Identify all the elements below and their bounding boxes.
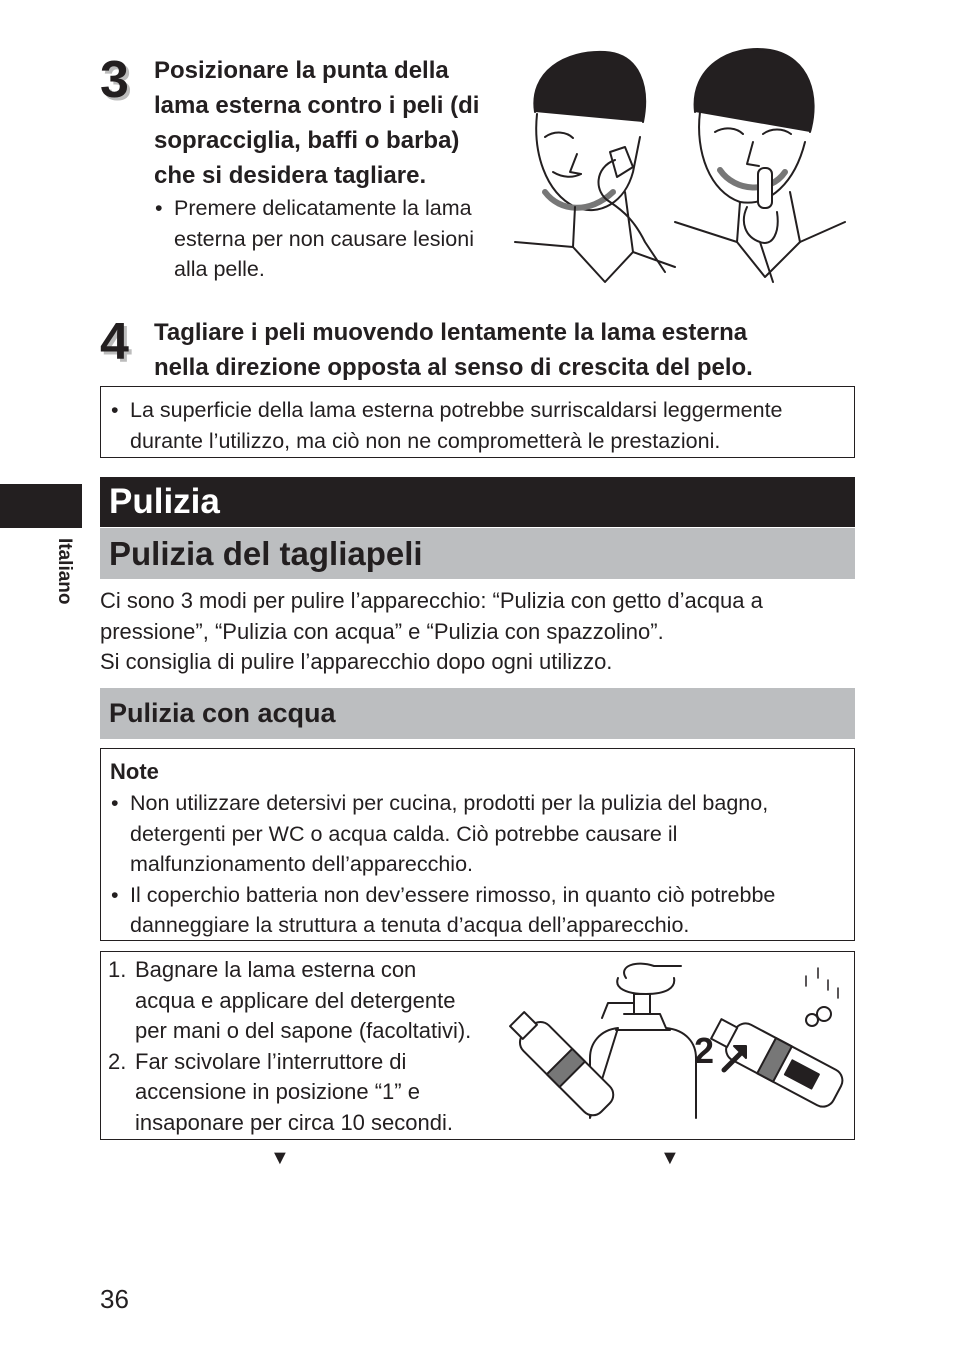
step-3-bullet-line: esterna per non causare lesioni: [174, 226, 474, 251]
notes-item: [110, 880, 854, 941]
figure-label-2: 2: [694, 1030, 715, 1071]
step-3-bullet-line: alla pelle.: [174, 257, 265, 281]
notes-line: Il coperchio batteria non dev’essere rimosso, in quanto ciò potrebbe: [130, 882, 776, 907]
step-4-note-line: durante l’utilizzo, ma ciò non ne comprometterà le prestazioni.: [130, 428, 721, 453]
page-number: 36: [100, 1284, 129, 1314]
step-3-title-line: lama esterna contro i peli (di: [154, 92, 480, 119]
procedure-line: Bagnare la lama esterna con: [135, 957, 417, 982]
procedure-step-1: [108, 955, 508, 1047]
intro-line: pressione”, “Pulizia con acqua” e “Pulizia con spazzolino”.: [100, 618, 664, 644]
intro-line: Ci sono 3 modi per pulire l’apparecchio: “Pulizia con getto d’acqua a: [100, 588, 763, 613]
step-4-title: [154, 315, 854, 385]
procedure-box: [100, 951, 855, 1140]
step-4-title-line: Tagliare i peli muovendo lentamente la lama esterna: [154, 319, 748, 346]
procedure-line: acqua e applicare del detergente: [135, 987, 456, 1013]
continue-arrow-left: ▼: [270, 1147, 290, 1169]
procedure-line: per mani o del sapone (facoltativi).: [135, 1018, 472, 1043]
cleaning-illustration: [506, 958, 846, 1118]
step-4-note-item: [110, 395, 854, 456]
step-4-number: 4: [100, 313, 129, 371]
step-4-title-line: nella direzione opposta al senso di crescita del pelo.: [154, 354, 753, 381]
subsection-title: Pulizia con acqua: [100, 688, 855, 739]
step-3-title-line: Posizionare la punta della: [154, 57, 449, 84]
notes-line: detergenti per WC o acqua calda. Ciò potrebbe causare il: [130, 821, 678, 846]
section-subtitle: Pulizia del tagliapeli: [100, 528, 855, 579]
procedure-step-2: [108, 1047, 508, 1139]
notes-item: [110, 788, 854, 880]
side-tab-label: Italiano: [54, 538, 75, 605]
section-title: Pulizia: [100, 477, 855, 527]
notes-line: danneggiare la struttura a tenuta d’acqua dell’apparecchio.: [130, 913, 690, 937]
procedure-line: Far scivolare l’interruttore di: [135, 1048, 407, 1074]
procedure-step-number: 1.: [108, 957, 127, 982]
trimming-illustration: [515, 42, 845, 287]
procedure-line: accensione in posizione “1” e: [135, 1079, 420, 1104]
step-4-note-line: La superficie della lama esterna potrebbe surriscaldarsi leggermente: [130, 398, 783, 422]
procedure-line: insaponare per circa 10 secondi.: [135, 1109, 453, 1135]
notes-line: Non utilizzare detersivi per cucina, prodotti per la pulizia del bagno,: [130, 791, 769, 815]
notes-box: [100, 748, 855, 941]
step-3-bullet-line: Premere delicatamente la lama: [174, 196, 472, 220]
notes-heading: Note: [110, 759, 159, 784]
step-3-title-line: che si desidera tagliare.: [154, 162, 427, 189]
intro-line: Si consiglia di pulire l’apparecchio dopo ogni utilizzo.: [100, 649, 613, 674]
step-3-text: [154, 53, 514, 285]
procedure-step-number: 2.: [108, 1048, 127, 1074]
step-3-title-line: sopracciglia, baffi o barba): [154, 127, 460, 154]
continue-arrow-right: ▼: [660, 1147, 680, 1169]
step-3-number: 3: [100, 51, 129, 109]
side-tab-marker: [0, 484, 82, 528]
step-4-note-box: [100, 386, 855, 458]
intro-paragraph: [100, 586, 860, 678]
step-3-bullet: [154, 193, 514, 285]
notes-line: malfunzionamento dell’apparecchio.: [130, 852, 474, 876]
